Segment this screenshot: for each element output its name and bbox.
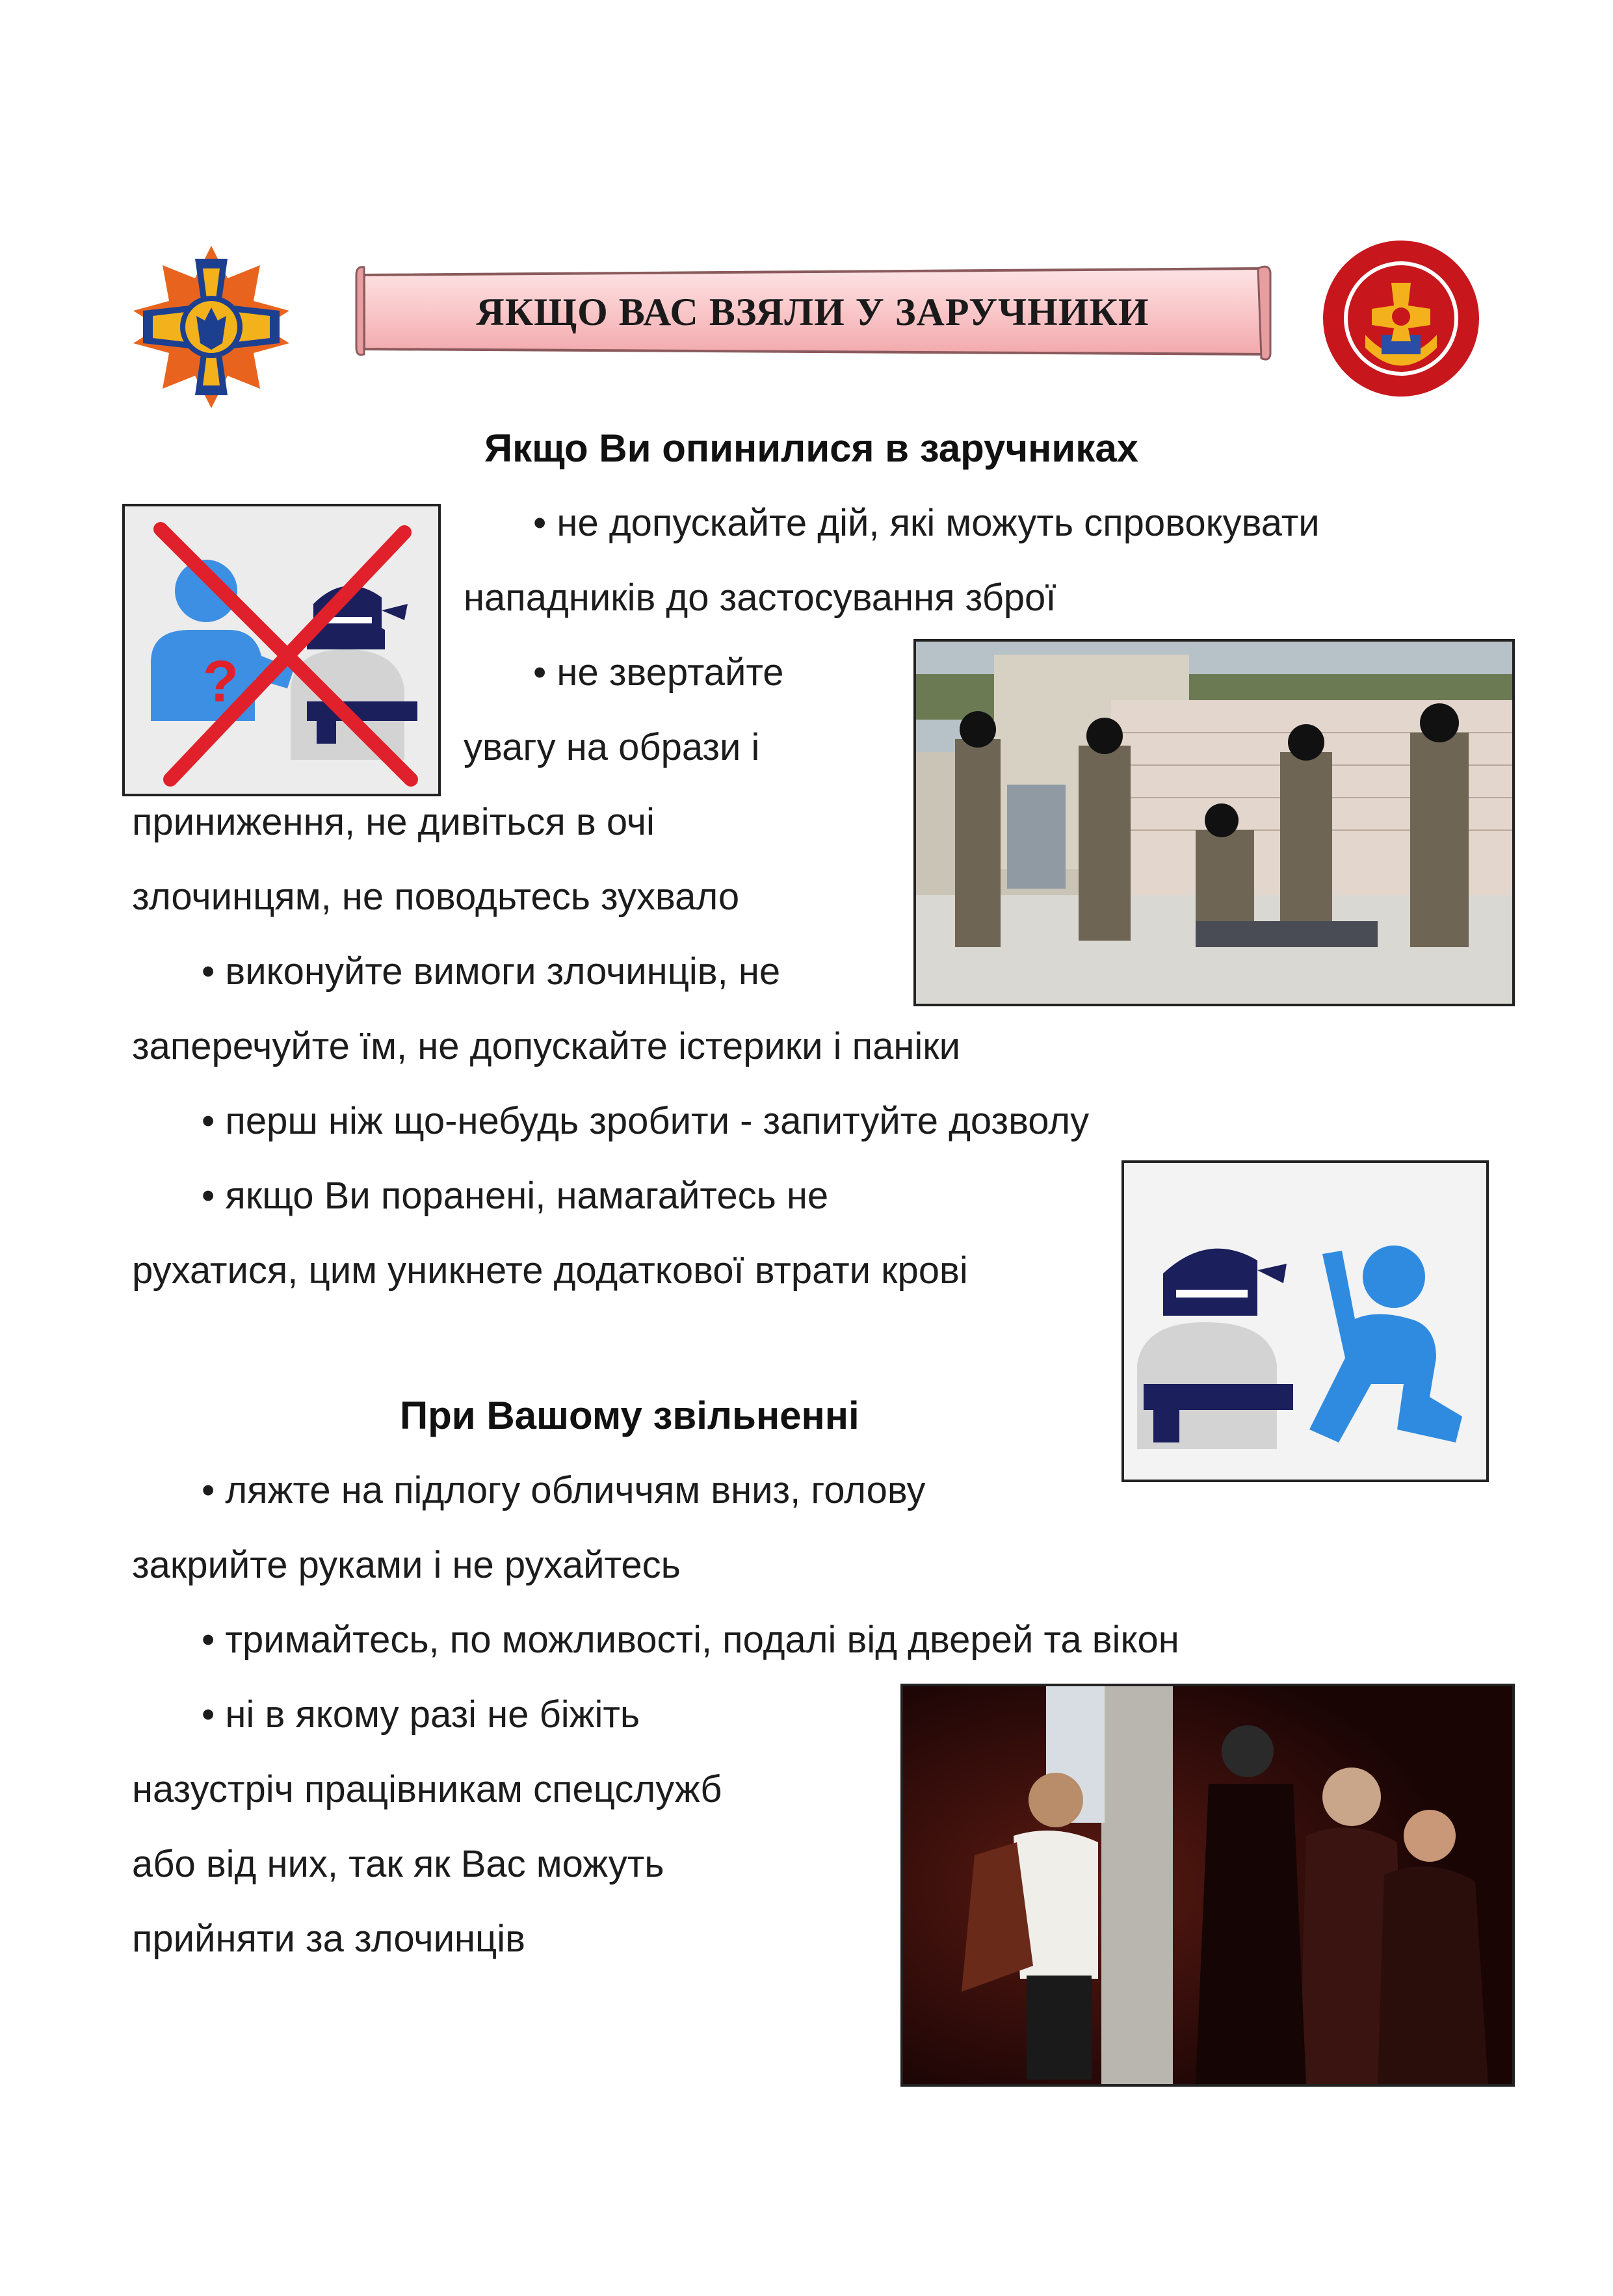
s1-line-8: заперечуйте їм, не допускайте істерики і паніки (132, 1025, 961, 1067)
s2-line-6: або від них, так як Вас можуть (132, 1843, 664, 1885)
s2-line-3: • тримайтесь, по можливості, подалі від дверей та вікон (202, 1619, 1179, 1661)
special-forces-assault-photo (913, 639, 1515, 1006)
s1-line-4: увагу на образи і (464, 726, 760, 768)
s1-line-1: • не допускайте дій, які можуть спровокувати (533, 502, 1320, 544)
s1-line-9: • перш ніж що-небудь зробити - запитуйте дозволу (202, 1100, 1090, 1142)
s1-line-2: нападників до застосування зброї (464, 577, 1056, 619)
s2-line-4: • ні в якому разі не біжіть (202, 1693, 640, 1736)
emergency-service-emblem (124, 239, 299, 415)
training-center-seal (1320, 237, 1482, 400)
section2-heading: При Вашому звільненні (400, 1394, 859, 1437)
s2-line-2: закрийте руками і не рухайтесь (132, 1544, 681, 1586)
s1-line-3: • не звертайте (533, 651, 784, 694)
s1-line-7: • виконуйте вимоги злочинців, не (202, 950, 781, 993)
s1-line-11: рухатися, цим уникнете додаткової втрати крові (132, 1249, 968, 1292)
svg-text:?: ? (203, 649, 239, 714)
s1-line-6: злочинцям, не поводьтесь зухвало (132, 876, 740, 918)
s1-line-5: приниження, не дивіться в очі (132, 801, 655, 843)
s2-line-1: • ляжте на підлогу обличчям вниз, голову (202, 1469, 926, 1511)
no-asking-attacker-pictogram (122, 504, 441, 796)
s2-line-5: назустріч працівникам спецслужб (132, 1768, 722, 1810)
banner-title: ЯКЩО ВАС ВЗЯЛИ У ЗАРУЧНИКИ (476, 290, 1149, 333)
section1-heading: Якщо Ви опинилися в заручниках (484, 426, 1139, 470)
hostages-evacuation-photo (900, 1684, 1515, 2087)
hostage-kneeling-pictogram (1121, 1160, 1489, 1482)
s2-line-7: прийняти за злочинців (132, 1918, 525, 1960)
s1-line-10: • якщо Ви поранені, намагайтесь не (202, 1175, 829, 1217)
